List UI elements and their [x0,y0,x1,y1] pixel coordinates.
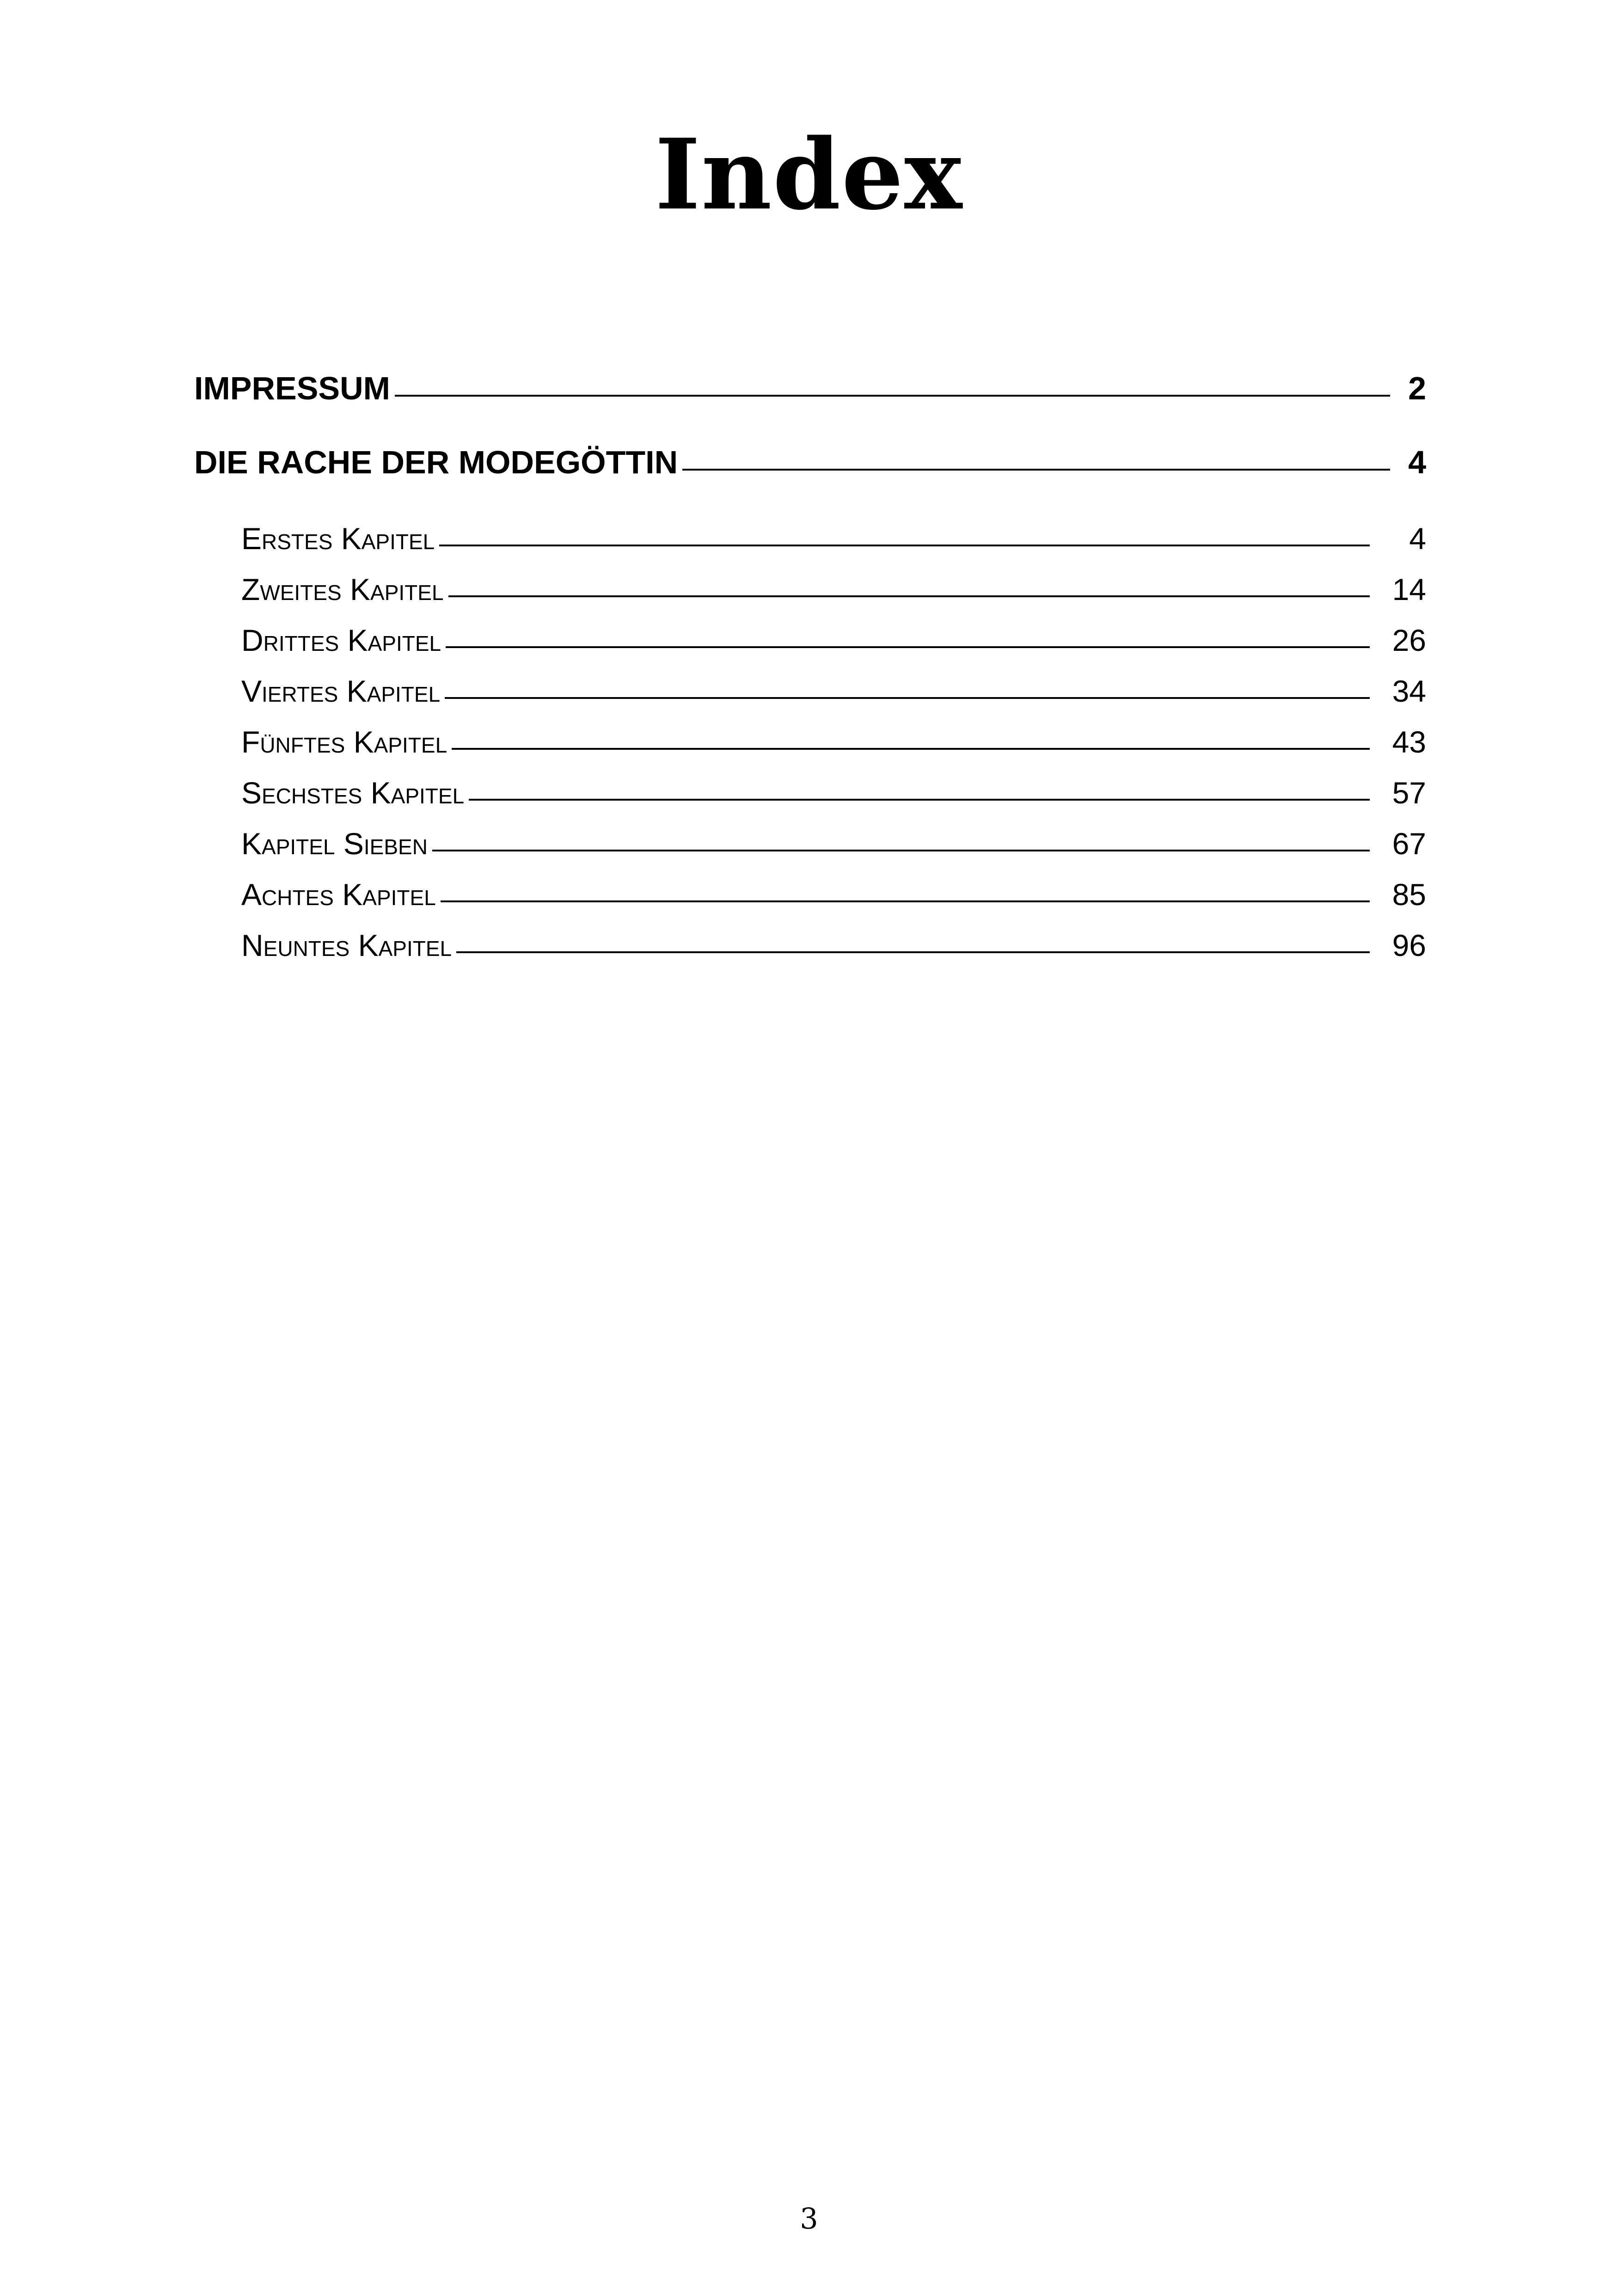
toc-chapter-5[interactable] [241,719,1426,765]
toc-chapter-2[interactable] [241,566,1426,612]
toc-entry-impressum[interactable] [194,365,1426,411]
toc-leader-line [441,900,1370,902]
toc-entry-label: IMPRESSUM [194,370,390,406]
toc-chapter-label: Zweites Kapitel [241,572,444,606]
toc-chapter-label: Sechstes Kapitel [241,776,465,810]
toc-chapter-6[interactable] [241,770,1426,816]
toc-chapter-9[interactable] [241,922,1426,968]
toc-leader-line [448,595,1370,597]
page-number: 3 [800,2202,818,2235]
toc-chapter-label: Kapitel Sieben [241,827,428,861]
table-of-contents [0,0,1618,1017]
toc-entry-main-story[interactable] [194,439,1426,485]
toc-leader-line [682,469,1390,471]
toc-chapter-label: Drittes Kapitel [241,623,441,657]
toc-chapter-page: 4 [1409,521,1426,556]
toc-chapter-1[interactable] [241,515,1426,562]
toc-chapter-4[interactable] [241,668,1426,714]
toc-chapter-page: 85 [1392,877,1426,912]
toc-chapter-page: 34 [1392,674,1426,708]
toc-chapter-label: Achtes Kapitel [241,877,436,912]
toc-chapter-page: 67 [1392,827,1426,861]
toc-chapter-3[interactable] [241,617,1426,663]
toc-leader-line [456,951,1370,953]
toc-leader-line [446,646,1370,648]
toc-chapter-7[interactable] [241,820,1426,867]
toc-chapter-label: Fünftes Kapitel [241,725,447,759]
page-title: Index [655,117,963,232]
toc-leader-line [452,748,1370,750]
toc-leader-line [439,545,1370,546]
toc-chapter-8[interactable] [241,871,1426,918]
toc-chapter-label: Erstes Kapitel [241,521,435,556]
toc-entry-page: 4 [1408,444,1426,480]
toc-chapter-page: 26 [1392,623,1426,657]
toc-chapter-page: 43 [1392,725,1426,759]
toc-entry-page: 2 [1408,370,1426,406]
toc-chapter-label: Neuntes Kapitel [241,928,452,962]
toc-leader-line [445,697,1370,699]
toc-chapter-page: 96 [1392,928,1426,962]
toc-chapter-page: 57 [1392,776,1426,810]
toc-entry-label: DIE RACHE DER MODEGÖTTIN [194,444,678,480]
toc-chapter-page: 14 [1392,572,1426,606]
toc-leader-line [395,395,1390,397]
toc-leader-line [469,799,1370,801]
toc-leader-line [432,850,1370,851]
toc-chapter-label: Viertes Kapitel [241,674,441,708]
